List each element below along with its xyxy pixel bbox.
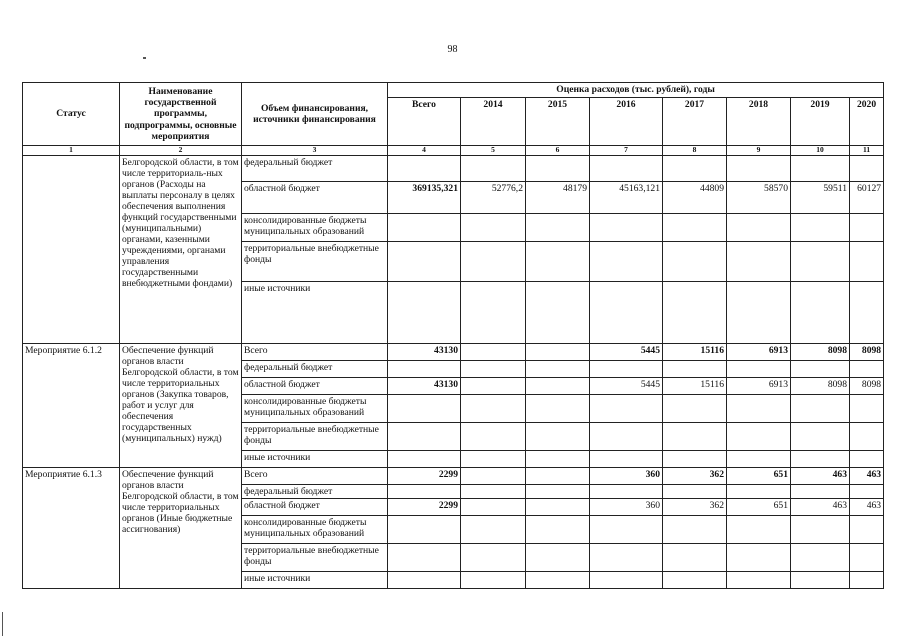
header-year-2015: 2015 bbox=[526, 98, 590, 146]
funding-source-cell: консолидированные бюджеты муниципальных образований bbox=[242, 395, 388, 423]
year-2016-cell bbox=[590, 572, 663, 589]
year-2016-cell: 5445 bbox=[590, 344, 663, 361]
year-2014-cell bbox=[461, 499, 526, 516]
header-volume: Объем финансирования, источники финансирования bbox=[242, 83, 388, 146]
year-2018-cell bbox=[727, 423, 791, 451]
column-number: 8 bbox=[663, 146, 727, 156]
total-cell: 2299 bbox=[388, 468, 461, 485]
table-row bbox=[23, 344, 884, 361]
status-cell bbox=[23, 156, 120, 344]
year-2016-cell bbox=[590, 242, 663, 282]
year-2017-cell: 362 bbox=[663, 468, 727, 485]
year-2015-cell bbox=[526, 395, 590, 423]
header-total: Всего bbox=[388, 98, 461, 146]
year-2015-cell bbox=[526, 451, 590, 468]
funding-source-cell: территориальные внебюджетные фонды bbox=[242, 423, 388, 451]
header-year-2016: 2016 bbox=[590, 98, 663, 146]
header-year-2018: 2018 bbox=[727, 98, 791, 146]
year-2020-cell bbox=[850, 485, 884, 499]
year-2020-cell bbox=[850, 214, 884, 242]
year-2020-cell: 463 bbox=[850, 468, 884, 485]
total-cell bbox=[388, 361, 461, 378]
year-2018-cell bbox=[727, 516, 791, 544]
status-cell: Мероприятие 6.1.2 bbox=[23, 344, 120, 468]
year-2014-cell bbox=[461, 395, 526, 423]
activity-name-cell: Белгородской области, в том числе территориаль-ных органов (Расходы на выплаты персоналу в целях обеспечения выполнения функций государственными (муниципальными) органами, казенными учреждениями, органами управления государственными внебюджетными фондами) bbox=[120, 156, 242, 344]
budget-table bbox=[22, 82, 884, 589]
year-2015-cell bbox=[526, 423, 590, 451]
funding-source-cell: иные источники bbox=[242, 451, 388, 468]
year-2017-cell bbox=[663, 282, 727, 344]
year-2018-cell bbox=[727, 282, 791, 344]
year-2014-cell bbox=[461, 378, 526, 395]
year-2016-cell bbox=[590, 361, 663, 378]
year-2020-cell bbox=[850, 516, 884, 544]
total-cell bbox=[388, 516, 461, 544]
year-2019-cell: 463 bbox=[791, 499, 850, 516]
year-2015-cell bbox=[526, 499, 590, 516]
year-2017-cell: 15116 bbox=[663, 378, 727, 395]
year-2019-cell bbox=[791, 242, 850, 282]
year-2014-cell bbox=[461, 214, 526, 242]
funding-source-cell: консолидированные бюджеты муниципальных образований bbox=[242, 214, 388, 242]
year-2014-cell bbox=[461, 156, 526, 182]
header-year-2019: 2019 bbox=[791, 98, 850, 146]
year-2018-cell bbox=[727, 544, 791, 572]
year-2015-cell bbox=[526, 361, 590, 378]
year-2020-cell: 463 bbox=[850, 499, 884, 516]
year-2017-cell bbox=[663, 242, 727, 282]
year-2018-cell bbox=[727, 361, 791, 378]
year-2016-cell bbox=[590, 395, 663, 423]
year-2014-cell bbox=[461, 468, 526, 485]
year-2015-cell bbox=[526, 156, 590, 182]
year-2016-cell bbox=[590, 282, 663, 344]
year-2019-cell bbox=[791, 485, 850, 499]
year-2019-cell: 59511 bbox=[791, 182, 850, 214]
total-cell bbox=[388, 242, 461, 282]
year-2020-cell: 8098 bbox=[850, 378, 884, 395]
column-number: 4 bbox=[388, 146, 461, 156]
year-2017-cell: 15116 bbox=[663, 344, 727, 361]
year-2016-cell bbox=[590, 423, 663, 451]
year-2016-cell: 45163,121 bbox=[590, 182, 663, 214]
funding-source-cell: федеральный бюджет bbox=[242, 485, 388, 499]
year-2020-cell bbox=[850, 572, 884, 589]
funding-source-cell: иные источники bbox=[242, 282, 388, 344]
year-2015-cell bbox=[526, 344, 590, 361]
funding-source-cell: федеральный бюджет bbox=[242, 156, 388, 182]
year-2016-cell: 5445 bbox=[590, 378, 663, 395]
year-2019-cell bbox=[791, 214, 850, 242]
year-2014-cell bbox=[461, 485, 526, 499]
year-2014-cell bbox=[461, 282, 526, 344]
year-2018-cell bbox=[727, 214, 791, 242]
year-2020-cell bbox=[850, 423, 884, 451]
scan-mark bbox=[2, 612, 3, 636]
activity-name-cell: Обеспечение функций органов власти Белгородской области, в том числе территориальных органов (Закупка товаров, работ и услуг для обеспечения государственных (муниципальных) нужд) bbox=[120, 344, 242, 468]
year-2018-cell bbox=[727, 395, 791, 423]
year-2020-cell bbox=[850, 156, 884, 182]
year-2018-cell: 651 bbox=[727, 499, 791, 516]
year-2019-cell bbox=[791, 516, 850, 544]
status-cell: Мероприятие 6.1.3 bbox=[23, 468, 120, 589]
year-2015-cell bbox=[526, 282, 590, 344]
column-number: 3 bbox=[242, 146, 388, 156]
year-2015-cell: 48179 bbox=[526, 182, 590, 214]
year-2015-cell bbox=[526, 468, 590, 485]
funding-source-cell: Всего bbox=[242, 468, 388, 485]
year-2019-cell bbox=[791, 572, 850, 589]
year-2014-cell bbox=[461, 423, 526, 451]
total-cell bbox=[388, 451, 461, 468]
year-2020-cell: 8098 bbox=[850, 344, 884, 361]
column-number: 10 bbox=[791, 146, 850, 156]
column-number: 5 bbox=[461, 146, 526, 156]
funding-source-cell: территориальные внебюджетные фонды bbox=[242, 242, 388, 282]
funding-source-cell: консолидированные бюджеты муниципальных образований bbox=[242, 516, 388, 544]
year-2019-cell bbox=[791, 156, 850, 182]
year-2016-cell: 360 bbox=[590, 468, 663, 485]
year-2018-cell: 651 bbox=[727, 468, 791, 485]
column-number: 1 bbox=[23, 146, 120, 156]
year-2017-cell bbox=[663, 423, 727, 451]
year-2014-cell bbox=[461, 451, 526, 468]
total-cell: 43130 bbox=[388, 344, 461, 361]
year-2017-cell bbox=[663, 156, 727, 182]
total-cell bbox=[388, 423, 461, 451]
year-2018-cell bbox=[727, 242, 791, 282]
total-cell bbox=[388, 544, 461, 572]
year-2014-cell bbox=[461, 344, 526, 361]
year-2020-cell bbox=[850, 544, 884, 572]
year-2019-cell bbox=[791, 451, 850, 468]
total-cell: 369135,321 bbox=[388, 182, 461, 214]
year-2018-cell bbox=[727, 156, 791, 182]
year-2015-cell bbox=[526, 214, 590, 242]
total-cell bbox=[388, 214, 461, 242]
year-2017-cell bbox=[663, 214, 727, 242]
year-2014-cell bbox=[461, 516, 526, 544]
year-2017-cell bbox=[663, 544, 727, 572]
header-status: Статус bbox=[23, 83, 120, 146]
column-number: 6 bbox=[526, 146, 590, 156]
year-2016-cell bbox=[590, 214, 663, 242]
year-2018-cell: 58570 bbox=[727, 182, 791, 214]
year-2015-cell bbox=[526, 485, 590, 499]
header-name: Наименование государственной программы, подпрограммы, основные мероприятия bbox=[120, 83, 242, 146]
year-2014-cell: 52776,2 bbox=[461, 182, 526, 214]
year-2016-cell bbox=[590, 451, 663, 468]
year-2018-cell: 6913 bbox=[727, 378, 791, 395]
year-2017-cell: 362 bbox=[663, 499, 727, 516]
year-2016-cell bbox=[590, 516, 663, 544]
year-2019-cell bbox=[791, 423, 850, 451]
year-2015-cell bbox=[526, 378, 590, 395]
year-2017-cell bbox=[663, 485, 727, 499]
year-2017-cell bbox=[663, 451, 727, 468]
year-2017-cell bbox=[663, 361, 727, 378]
year-2019-cell: 8098 bbox=[791, 344, 850, 361]
funding-source-cell: областной бюджет bbox=[242, 378, 388, 395]
funding-source-cell: федеральный бюджет bbox=[242, 361, 388, 378]
total-cell: 2299 bbox=[388, 499, 461, 516]
year-2019-cell bbox=[791, 282, 850, 344]
year-2020-cell bbox=[850, 451, 884, 468]
activity-name-cell: Обеспечение функций органов власти Белгородской области, в том числе территориальных органов (Иные бюджетные ассигнования) bbox=[120, 468, 242, 589]
year-2014-cell bbox=[461, 242, 526, 282]
year-2019-cell: 463 bbox=[791, 468, 850, 485]
year-2019-cell bbox=[791, 544, 850, 572]
funding-source-cell: иные источники bbox=[242, 572, 388, 589]
year-2016-cell: 360 bbox=[590, 499, 663, 516]
year-2015-cell bbox=[526, 544, 590, 572]
column-number: 9 bbox=[727, 146, 791, 156]
year-2017-cell bbox=[663, 516, 727, 544]
table-row bbox=[23, 156, 884, 182]
year-2018-cell bbox=[727, 485, 791, 499]
column-number: 2 bbox=[120, 146, 242, 156]
year-2020-cell bbox=[850, 282, 884, 344]
year-2015-cell bbox=[526, 242, 590, 282]
year-2016-cell bbox=[590, 544, 663, 572]
year-2017-cell bbox=[663, 395, 727, 423]
total-cell bbox=[388, 572, 461, 589]
total-cell bbox=[388, 156, 461, 182]
column-number: 7 bbox=[590, 146, 663, 156]
year-2018-cell: 6913 bbox=[727, 344, 791, 361]
year-2017-cell bbox=[663, 572, 727, 589]
header-year-2017: 2017 bbox=[663, 98, 727, 146]
header-year-2020: 2020 bbox=[850, 98, 884, 146]
year-2014-cell bbox=[461, 572, 526, 589]
year-2015-cell bbox=[526, 572, 590, 589]
year-2015-cell bbox=[526, 516, 590, 544]
scan-mark bbox=[143, 57, 146, 59]
year-2019-cell bbox=[791, 395, 850, 423]
year-2016-cell bbox=[590, 156, 663, 182]
year-2019-cell bbox=[791, 361, 850, 378]
funding-source-cell: Всего bbox=[242, 344, 388, 361]
column-number: 11 bbox=[850, 146, 884, 156]
header-year-2014: 2014 bbox=[461, 98, 526, 146]
year-2017-cell: 44809 bbox=[663, 182, 727, 214]
funding-source-cell: областной бюджет bbox=[242, 182, 388, 214]
year-2018-cell bbox=[727, 572, 791, 589]
header-estimate: Оценка расходов (тыс. рублей), годы bbox=[388, 83, 884, 98]
year-2018-cell bbox=[727, 451, 791, 468]
year-2020-cell bbox=[850, 395, 884, 423]
total-cell: 43130 bbox=[388, 378, 461, 395]
year-2014-cell bbox=[461, 361, 526, 378]
year-2020-cell bbox=[850, 361, 884, 378]
year-2020-cell: 60127 bbox=[850, 182, 884, 214]
table-row bbox=[23, 468, 884, 485]
total-cell bbox=[388, 485, 461, 499]
total-cell bbox=[388, 395, 461, 423]
funding-source-cell: территориальные внебюджетные фонды bbox=[242, 544, 388, 572]
total-cell bbox=[388, 282, 461, 344]
year-2019-cell: 8098 bbox=[791, 378, 850, 395]
year-2020-cell bbox=[850, 242, 884, 282]
page-number: 98 bbox=[447, 44, 458, 55]
year-2014-cell bbox=[461, 544, 526, 572]
year-2016-cell bbox=[590, 485, 663, 499]
funding-source-cell: областной бюджет bbox=[242, 499, 388, 516]
